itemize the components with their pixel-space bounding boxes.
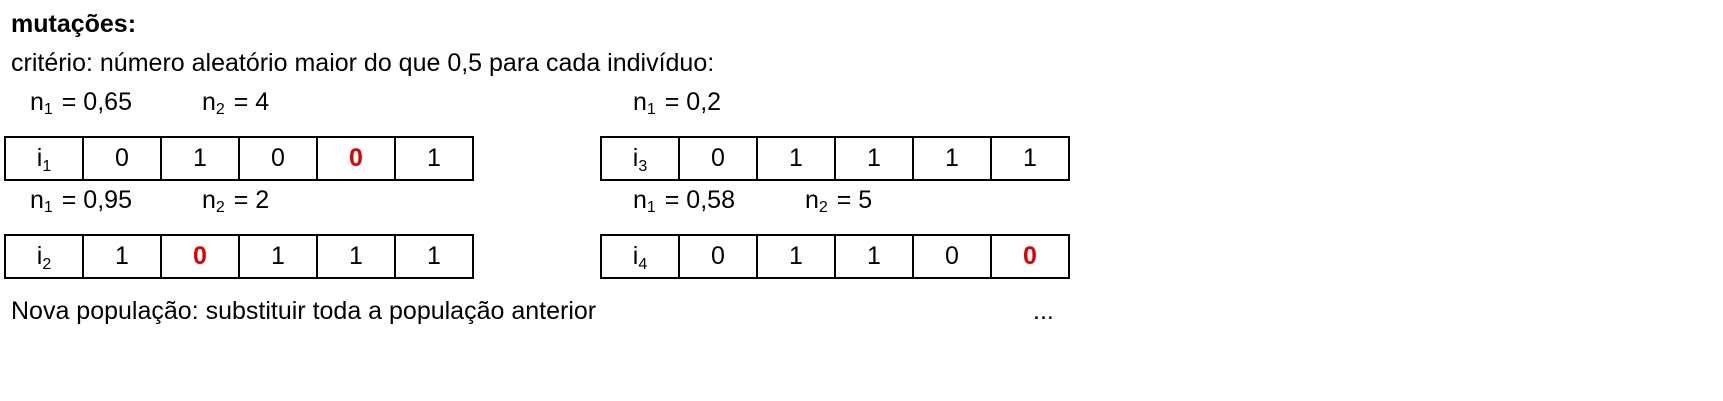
label-sub: 1 bbox=[42, 158, 52, 175]
param-value: = 0,2 bbox=[664, 88, 722, 116]
i3-n1-param bbox=[633, 88, 721, 117]
param-sub: 2 bbox=[215, 101, 225, 118]
param-name: n bbox=[30, 88, 44, 116]
gene-cell: 0 bbox=[83, 137, 161, 180]
criterion-text: critério: número aleatório maior do que 0,5 para cada indivíduo: bbox=[11, 49, 715, 77]
i4-n2-param bbox=[805, 186, 872, 215]
gene-cell: 0 bbox=[679, 137, 757, 180]
label-sub: 2 bbox=[42, 256, 52, 273]
gene-cell: 1 bbox=[317, 235, 395, 278]
param-name: n bbox=[633, 88, 647, 116]
mutated-gene-cell: 0 bbox=[991, 235, 1069, 278]
new-population-text: Nova população: substituir toda a população anterior bbox=[11, 297, 597, 325]
chromosome-i4 bbox=[600, 234, 1070, 279]
gene-cell: 1 bbox=[913, 137, 991, 180]
individual-label-i3 bbox=[601, 137, 679, 180]
i1-n2-param bbox=[202, 88, 269, 117]
gene-cell: 1 bbox=[161, 137, 239, 180]
param-value: = 2 bbox=[233, 186, 270, 214]
individual-label-i4 bbox=[601, 235, 679, 278]
param-sub: 2 bbox=[818, 199, 828, 216]
gene-cell: 1 bbox=[757, 235, 835, 278]
individual-label-i2 bbox=[5, 235, 83, 278]
param-value: = 0,95 bbox=[61, 186, 132, 214]
chromosome-row bbox=[5, 235, 473, 278]
param-sub: 1 bbox=[646, 101, 656, 118]
gene-cell: 1 bbox=[239, 235, 317, 278]
label-sub: 3 bbox=[638, 158, 648, 175]
param-name: n bbox=[202, 88, 216, 116]
chromosome-row bbox=[601, 235, 1069, 278]
gene-cell: 1 bbox=[991, 137, 1069, 180]
i2-n2-param bbox=[202, 186, 269, 215]
gene-cell: 0 bbox=[913, 235, 991, 278]
individual-label-i1 bbox=[5, 137, 83, 180]
gene-cell: 0 bbox=[239, 137, 317, 180]
param-name: n bbox=[30, 186, 44, 214]
gene-cell: 1 bbox=[395, 137, 473, 180]
chromosome-row bbox=[5, 137, 473, 180]
param-name: n bbox=[805, 186, 819, 214]
param-sub: 1 bbox=[646, 199, 656, 216]
i4-n1-param bbox=[633, 186, 735, 215]
label-sub: 4 bbox=[638, 256, 648, 273]
label-base: i bbox=[632, 144, 639, 172]
gene-cell: 1 bbox=[83, 235, 161, 278]
chromosome-i3 bbox=[600, 136, 1070, 181]
param-sub: 1 bbox=[43, 101, 53, 118]
gene-cell: 0 bbox=[679, 235, 757, 278]
gene-cell: 1 bbox=[395, 235, 473, 278]
label-base: i bbox=[36, 144, 43, 172]
chromosome-i2 bbox=[4, 234, 474, 279]
chromosome-row bbox=[601, 137, 1069, 180]
gene-cell: 1 bbox=[835, 137, 913, 180]
label-base: i bbox=[36, 242, 43, 270]
i1-n1-param bbox=[30, 88, 132, 117]
param-value: = 0,65 bbox=[61, 88, 132, 116]
param-name: n bbox=[202, 186, 216, 214]
param-value: = 4 bbox=[233, 88, 270, 116]
param-value: = 5 bbox=[836, 186, 873, 214]
mutated-gene-cell: 0 bbox=[161, 235, 239, 278]
param-name: n bbox=[633, 186, 647, 214]
label-base: i bbox=[632, 242, 639, 270]
section-title: mutações: bbox=[11, 10, 137, 38]
ellipsis-text: ... bbox=[1033, 297, 1054, 325]
mutated-gene-cell: 0 bbox=[317, 137, 395, 180]
gene-cell: 1 bbox=[835, 235, 913, 278]
gene-cell: 1 bbox=[757, 137, 835, 180]
param-sub: 1 bbox=[43, 199, 53, 216]
param-sub: 2 bbox=[215, 199, 225, 216]
chromosome-i1 bbox=[4, 136, 474, 181]
i2-n1-param bbox=[30, 186, 132, 215]
param-value: = 0,58 bbox=[664, 186, 735, 214]
